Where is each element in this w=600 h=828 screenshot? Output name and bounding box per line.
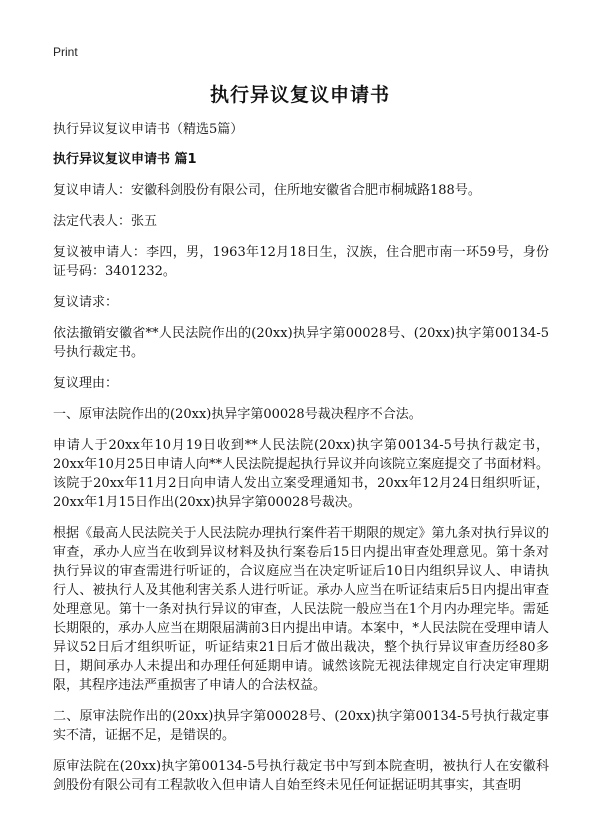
paragraph-regulation: 根据《最高人民法院关于人民法院办理执行案件若干期限的规定》第九条对执行异议的审查，承办人应当在收到异议材料及执行案卷后15日内提出审查处理意见。第十条对执行异议的审查需进行听证的，合议庭应当在决定听证后10日内组织异议人、申请执行人、被执行人及其他利害关系人进行听证。承办人应当在听证结束后5日内提出审查处理意见。第十一条对执行异议的审查，人民法院一般应当在1个月内办理完毕。需延长期限的，承办人应当在期限届满前3日内提出申请。本案中，*人民法院在受理申请人异议52日后才组织听证，听证结束21日后才做出裁决，整个执行异议审查历经80多日，期间承办人未提出和办理任何延期申请。诚然该院无视法律规定自行决定审理期限，其程序违法严重损害了申请人的合法权益。 [53, 526, 549, 693]
paragraph-reason-one: 一、原审法院作出的(20xx)执异字第00028号裁决程序不合法。 [53, 407, 422, 422]
paragraph-respondent: 复议被申请人：李四，男，1963年12月18日生，汉族，住合肥市南一环59号，身份证号码：3401232。 [53, 245, 549, 279]
paragraph-timeline: 申请人于20xx年10月19日收到**人民法院(20xx)执字第00134-5号执行裁定书，20xx年10月25日申请人向**人民法院提起执行异议并向该院立案庭提交了书面材料。该院于20xx年11月2日向申请人发出立案受理通知书，20xx年12月24日组织听证，20xx年1月15日作出(20xx)执异字第00028号裁决。 [53, 438, 549, 510]
document-body [53, 120, 549, 807]
print-label: Print [53, 45, 78, 59]
document-subtitle: 执行异议复议申请书（精选5篇） [53, 122, 244, 137]
section-heading: 执行异议复议申请书 篇1 [53, 152, 197, 167]
paragraph-reason-two: 二、原审法院作出的(20xx)执异字第00028号、(20xx)执字第00134-5号执行裁定事实不清，证据不足，是错误的。 [53, 709, 549, 743]
paragraph-reason-label: 复议理由： [53, 376, 119, 391]
document-title: 执行异议复议申请书 [209, 84, 390, 106]
paragraph-request-label: 复议请求： [53, 295, 119, 310]
paragraph-findings: 原审法院在(20xx)执字第00134-5号执行裁定书中写到本院查明，被执行人在安徽科剑股份有限公司有工程款收入但申请人自始至终未见任何证据证明其事实，其查明 [53, 759, 549, 793]
paragraph-applicant: 复议申请人：安徽科剑股份有限公司，住所地安徽省合肥市桐城路188号。 [53, 183, 481, 198]
paragraph-legal-rep: 法定代表人：张五 [53, 214, 158, 229]
paragraph-request: 依法撤销安徽省**人民法院作出的(20xx)执异字第00028号、(20xx)执字第00134-5号执行裁定书。 [53, 326, 549, 360]
